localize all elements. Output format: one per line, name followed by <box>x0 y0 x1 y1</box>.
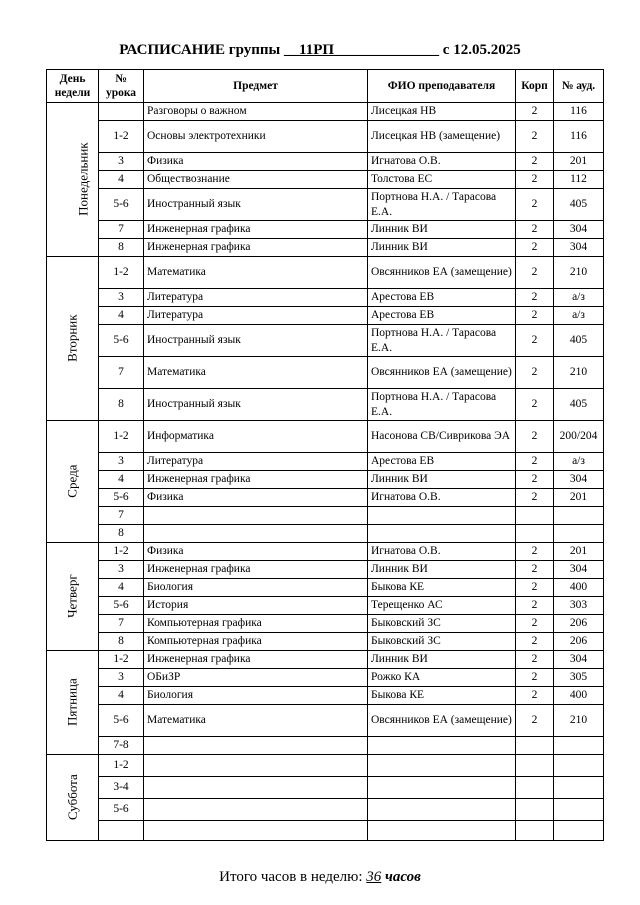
subject-cell: Иностранный язык <box>144 389 368 421</box>
subject-cell <box>144 737 368 755</box>
lesson-num-cell: 5-6 <box>99 325 144 357</box>
day-cell <box>47 651 99 755</box>
teacher-cell: Арестова ЕВ <box>368 453 516 471</box>
room-cell: 206 <box>554 633 604 651</box>
day-name: Четверг <box>64 574 80 619</box>
building-cell: 2 <box>516 357 554 389</box>
table-row <box>47 289 604 307</box>
lesson-num-cell: 4 <box>99 171 144 189</box>
table-row <box>47 597 604 615</box>
weekly-hours-total <box>0 869 640 886</box>
lesson-num-cell: 1-2 <box>99 121 144 153</box>
subject-cell <box>144 799 368 821</box>
footer-prefix: Итого часов в неделю: <box>219 869 363 885</box>
day-name: Вторник <box>64 314 80 363</box>
lesson-num-cell: 7-8 <box>99 737 144 755</box>
table-row <box>47 239 604 257</box>
building-cell: 2 <box>516 705 554 737</box>
subject-cell <box>144 525 368 543</box>
teacher-cell: Линник ВИ <box>368 239 516 257</box>
subject-cell <box>144 755 368 777</box>
room-cell: 206 <box>554 615 604 633</box>
room-cell: 112 <box>554 171 604 189</box>
group-name: __11РП______________ <box>284 42 440 58</box>
lesson-num-cell: 7 <box>99 221 144 239</box>
teacher-cell: Линник ВИ <box>368 471 516 489</box>
table-row <box>47 615 604 633</box>
teacher-cell: Портнова Н.А. / Тарасова Е.А. <box>368 189 516 221</box>
building-cell: 2 <box>516 633 554 651</box>
room-cell: 201 <box>554 489 604 507</box>
teacher-cell: Игнатова О.В. <box>368 489 516 507</box>
title-prefix: РАСПИСАНИЕ группы <box>119 42 281 58</box>
building-cell <box>516 777 554 799</box>
building-cell: 2 <box>516 489 554 507</box>
building-cell: 2 <box>516 615 554 633</box>
schedule-date: с 12.05.2025 <box>442 42 521 58</box>
building-cell <box>516 525 554 543</box>
room-cell: 304 <box>554 561 604 579</box>
room-cell <box>554 755 604 777</box>
teacher-cell <box>368 507 516 525</box>
building-cell: 2 <box>516 121 554 153</box>
teacher-cell: Лисецкая НВ <box>368 103 516 121</box>
teacher-cell <box>368 525 516 543</box>
day-name: Пятница <box>64 678 80 727</box>
room-cell: а/з <box>554 289 604 307</box>
footer-suffix: часов <box>385 869 421 885</box>
day-cell <box>47 421 99 543</box>
room-cell <box>554 737 604 755</box>
lesson-num-cell: 3 <box>99 561 144 579</box>
lesson-num-cell: 3 <box>99 453 144 471</box>
lesson-num-cell: 4 <box>99 579 144 597</box>
room-cell: 405 <box>554 189 604 221</box>
building-cell: 2 <box>516 579 554 597</box>
teacher-cell: Насонова СВ/Сиврикова ЭА <box>368 421 516 453</box>
room-cell: 200/204 <box>554 421 604 453</box>
building-cell: 2 <box>516 561 554 579</box>
lesson-num-cell: 7 <box>99 507 144 525</box>
col-subject: Предмет <box>144 70 368 103</box>
day-cell <box>47 257 99 421</box>
subject-cell: Математика <box>144 705 368 737</box>
table-row <box>47 453 604 471</box>
building-cell <box>516 737 554 755</box>
teacher-cell: Линник ВИ <box>368 221 516 239</box>
subject-cell <box>144 821 368 841</box>
room-cell: 116 <box>554 103 604 121</box>
room-cell: 400 <box>554 687 604 705</box>
subject-cell: Обществознание <box>144 171 368 189</box>
page-title <box>0 42 640 59</box>
teacher-cell <box>368 737 516 755</box>
building-cell: 2 <box>516 239 554 257</box>
building-cell: 2 <box>516 153 554 171</box>
teacher-cell: Игнатова О.В. <box>368 543 516 561</box>
building-cell: 2 <box>516 189 554 221</box>
teacher-cell: Арестова ЕВ <box>368 307 516 325</box>
lesson-num-cell <box>99 103 144 121</box>
subject-cell: Математика <box>144 357 368 389</box>
teacher-cell: Овсянников ЕА (замещение) <box>368 705 516 737</box>
lesson-num-cell: 1-2 <box>99 257 144 289</box>
teacher-cell: Быковский ЗС <box>368 615 516 633</box>
table-row <box>47 121 604 153</box>
col-day: День недели <box>47 70 99 103</box>
room-cell <box>554 507 604 525</box>
table-row <box>47 525 604 543</box>
lesson-num-cell: 7 <box>99 615 144 633</box>
room-cell: 201 <box>554 153 604 171</box>
building-cell: 2 <box>516 325 554 357</box>
table-row <box>47 543 604 561</box>
table-row <box>47 307 604 325</box>
table-row <box>47 755 604 777</box>
lesson-num-cell: 1-2 <box>99 421 144 453</box>
teacher-cell: Линник ВИ <box>368 651 516 669</box>
teacher-cell: Портнова Н.А. / Тарасова Е.А. <box>368 389 516 421</box>
building-cell: 2 <box>516 651 554 669</box>
teacher-cell: Портнова Н.А. / Тарасова Е.А. <box>368 325 516 357</box>
subject-cell <box>144 507 368 525</box>
building-cell: 2 <box>516 669 554 687</box>
table-row <box>47 633 604 651</box>
lesson-num-cell: 3 <box>99 669 144 687</box>
table-header <box>47 70 604 103</box>
teacher-cell: Овсянников ЕА (замещение) <box>368 257 516 289</box>
teacher-cell <box>368 821 516 841</box>
day-name: Среда <box>64 464 80 499</box>
teacher-cell <box>368 777 516 799</box>
lesson-num-cell: 7 <box>99 357 144 389</box>
subject-cell: Физика <box>144 153 368 171</box>
table-row <box>47 651 604 669</box>
teacher-cell: Овсянников ЕА (замещение) <box>368 357 516 389</box>
lesson-num-cell: 1-2 <box>99 651 144 669</box>
day-cell <box>47 103 99 257</box>
table-row <box>47 687 604 705</box>
subject-cell: ОБиЗР <box>144 669 368 687</box>
table-row <box>47 325 604 357</box>
building-cell: 2 <box>516 543 554 561</box>
teacher-cell: Лисецкая НВ (замещение) <box>368 121 516 153</box>
building-cell: 2 <box>516 597 554 615</box>
lesson-num-cell: 4 <box>99 307 144 325</box>
room-cell <box>554 799 604 821</box>
building-cell: 2 <box>516 421 554 453</box>
table-row <box>47 507 604 525</box>
col-building: Корп <box>516 70 554 103</box>
teacher-cell <box>368 799 516 821</box>
lesson-num-cell: 5-6 <box>99 189 144 221</box>
table-row <box>47 669 604 687</box>
teacher-cell: Толстова ЕС <box>368 171 516 189</box>
room-cell: 116 <box>554 121 604 153</box>
table-row <box>47 561 604 579</box>
lesson-num-cell: 8 <box>99 239 144 257</box>
table-row <box>47 189 604 221</box>
table-row <box>47 799 604 821</box>
building-cell: 2 <box>516 221 554 239</box>
room-cell: 400 <box>554 579 604 597</box>
building-cell: 2 <box>516 257 554 289</box>
day-cell <box>47 543 99 651</box>
subject-cell: Компьютерная графика <box>144 615 368 633</box>
building-cell: 2 <box>516 171 554 189</box>
building-cell <box>516 799 554 821</box>
subject-cell: Инженерная графика <box>144 471 368 489</box>
table-row <box>47 777 604 799</box>
room-cell: 210 <box>554 357 604 389</box>
building-cell <box>516 755 554 777</box>
room-cell: 201 <box>554 543 604 561</box>
subject-cell: Биология <box>144 579 368 597</box>
col-room: № ауд. <box>554 70 604 103</box>
room-cell: 304 <box>554 239 604 257</box>
table-row <box>47 737 604 755</box>
building-cell <box>516 821 554 841</box>
teacher-cell <box>368 755 516 777</box>
subject-cell: Иностранный язык <box>144 189 368 221</box>
lesson-num-cell: 5-6 <box>99 705 144 737</box>
teacher-cell: Быкова КЕ <box>368 687 516 705</box>
table-row <box>47 705 604 737</box>
subject-cell: Компьютерная графика <box>144 633 368 651</box>
subject-cell: Иностранный язык <box>144 325 368 357</box>
table-row <box>47 389 604 421</box>
room-cell: 303 <box>554 597 604 615</box>
lesson-num-cell: 1-2 <box>99 755 144 777</box>
room-cell: 304 <box>554 471 604 489</box>
subject-cell: Инженерная графика <box>144 561 368 579</box>
building-cell: 2 <box>516 389 554 421</box>
table-row <box>47 103 604 121</box>
day-name: Понедельник <box>75 142 91 217</box>
room-cell: 304 <box>554 651 604 669</box>
teacher-cell: Линник ВИ <box>368 561 516 579</box>
subject-cell <box>144 777 368 799</box>
building-cell: 2 <box>516 471 554 489</box>
day-name: Суббота <box>64 774 80 821</box>
lesson-num-cell: 3 <box>99 289 144 307</box>
table-row <box>47 221 604 239</box>
building-cell: 2 <box>516 453 554 471</box>
subject-cell: Информатика <box>144 421 368 453</box>
table-row <box>47 171 604 189</box>
subject-cell: Математика <box>144 257 368 289</box>
teacher-cell: Игнатова О.В. <box>368 153 516 171</box>
room-cell: а/з <box>554 453 604 471</box>
room-cell: 405 <box>554 325 604 357</box>
subject-cell: Литература <box>144 453 368 471</box>
building-cell <box>516 507 554 525</box>
subject-cell: Физика <box>144 489 368 507</box>
lesson-num-cell: 8 <box>99 633 144 651</box>
table-row <box>47 489 604 507</box>
teacher-cell: Терещенко АС <box>368 597 516 615</box>
hours-count: 36 <box>366 869 382 885</box>
teacher-cell: Быковский ЗС <box>368 633 516 651</box>
room-cell: 210 <box>554 705 604 737</box>
table-row <box>47 821 604 841</box>
room-cell: а/з <box>554 307 604 325</box>
lesson-num-cell <box>99 821 144 841</box>
lesson-num-cell: 1-2 <box>99 543 144 561</box>
table-row <box>47 153 604 171</box>
subject-cell: Разговоры о важном <box>144 103 368 121</box>
table-row <box>47 421 604 453</box>
lesson-num-cell: 5-6 <box>99 799 144 821</box>
lesson-num-cell: 3 <box>99 153 144 171</box>
subject-cell: Инженерная графика <box>144 239 368 257</box>
lesson-num-cell: 5-6 <box>99 597 144 615</box>
table-row <box>47 579 604 597</box>
building-cell: 2 <box>516 307 554 325</box>
subject-cell: Основы электротехники <box>144 121 368 153</box>
subject-cell: Литература <box>144 307 368 325</box>
day-cell <box>47 755 99 841</box>
lesson-num-cell: 4 <box>99 687 144 705</box>
subject-cell: История <box>144 597 368 615</box>
building-cell: 2 <box>516 103 554 121</box>
room-cell: 305 <box>554 669 604 687</box>
subject-cell: Литература <box>144 289 368 307</box>
room-cell: 210 <box>554 257 604 289</box>
subject-cell: Биология <box>144 687 368 705</box>
lesson-num-cell: 8 <box>99 389 144 421</box>
lesson-num-cell: 5-6 <box>99 489 144 507</box>
lesson-num-cell: 8 <box>99 525 144 543</box>
table-row <box>47 257 604 289</box>
room-cell <box>554 821 604 841</box>
lesson-num-cell: 3-4 <box>99 777 144 799</box>
col-lesson-num: № урока <box>99 70 144 103</box>
room-cell: 405 <box>554 389 604 421</box>
building-cell: 2 <box>516 289 554 307</box>
teacher-cell: Рожко КА <box>368 669 516 687</box>
room-cell: 304 <box>554 221 604 239</box>
subject-cell: Инженерная графика <box>144 651 368 669</box>
subject-cell: Физика <box>144 543 368 561</box>
schedule-table <box>46 69 604 841</box>
room-cell <box>554 777 604 799</box>
teacher-cell: Арестова ЕВ <box>368 289 516 307</box>
room-cell <box>554 525 604 543</box>
teacher-cell: Быкова КЕ <box>368 579 516 597</box>
lesson-num-cell: 4 <box>99 471 144 489</box>
table-row <box>47 471 604 489</box>
col-teacher: ФИО преподавателя <box>368 70 516 103</box>
subject-cell: Инженерная графика <box>144 221 368 239</box>
building-cell: 2 <box>516 687 554 705</box>
table-row <box>47 357 604 389</box>
